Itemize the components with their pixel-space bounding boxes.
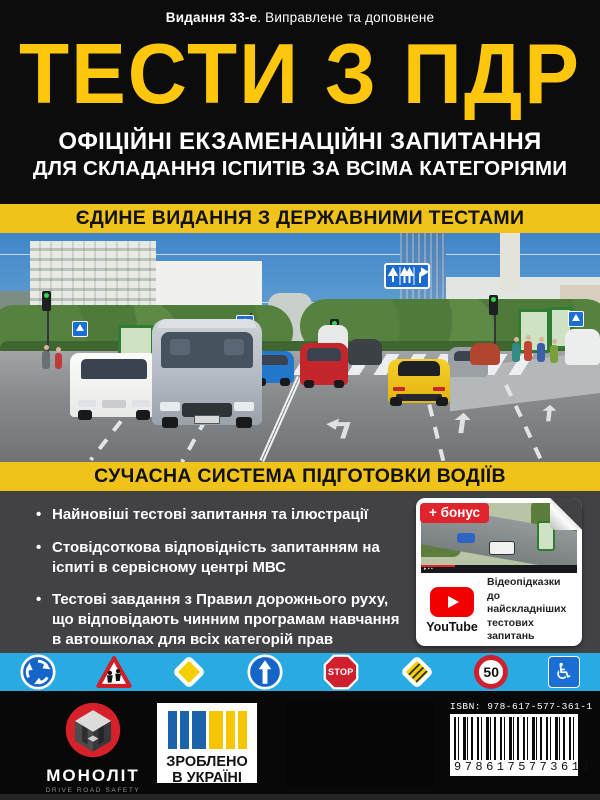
feature-item: • Найновіші тестові запитання та ілюстрації: [36, 505, 408, 525]
made-in-line2: В УКРАЇНІ: [172, 770, 242, 787]
foil-logo-area: [285, 703, 435, 785]
yellow-sports-car: [388, 359, 450, 403]
banner-modern-system: СУЧАСНА СИСТЕМА ПІДГОТОВКИ ВОДІЇВ: [0, 462, 600, 491]
youtube-label: YouTube: [426, 619, 478, 634]
barcode: [450, 714, 594, 776]
white-van-right: [565, 329, 600, 365]
book-title: ТЕСТИ З ПДР: [19, 27, 581, 122]
features-panel: [0, 491, 600, 653]
edition-number: Видання 33-е: [165, 10, 258, 25]
building-thin-tower: [500, 233, 520, 291]
pedestrian: [512, 343, 520, 362]
speed-limit-50-sign-icon: [474, 655, 508, 689]
priority-road-sign-icon: [171, 654, 207, 690]
made-in-ukraine-logo: [157, 703, 257, 787]
youtube-play-icon: [430, 587, 474, 617]
edition-line: [0, 10, 600, 25]
red-car: [300, 343, 348, 385]
white-suv: [70, 353, 158, 417]
pedestrian: [524, 341, 532, 361]
monolit-name: МОНОЛІТ: [46, 766, 140, 785]
video-progress-bar: ▸ ▪ ▪: [421, 565, 577, 573]
straight-arrow-marking: [450, 413, 473, 436]
bonus-caption: Відеопідказки до найскладніших тестових запитань: [487, 575, 567, 643]
billboard: [518, 309, 550, 353]
edition-note: . Виправлене та доповнене: [257, 10, 435, 25]
bonus-badge: + бонус: [420, 503, 489, 523]
pedestrian-crossing-sign-icon: [72, 321, 88, 337]
monolit-cube-icon: [64, 701, 122, 759]
barcode-digits: 9786175773611: [454, 760, 594, 774]
straight-ahead-sign-icon: [247, 654, 283, 690]
speed-limit-label: 50: [483, 664, 499, 680]
stop-sign-label: STOP: [328, 667, 354, 677]
pedestrian-crossing-sign-icon: [568, 311, 584, 327]
subtitle-line-2: ДЛЯ СКЛАДАННЯ ІСПИТІВ ЗА ВСІМА КАТЕГОРІЯМИ: [32, 157, 568, 180]
youtube-row: [423, 575, 575, 643]
subtitle-line-1: ОФІЦІЙНІ ЕКЗАМЕНАЦІЙНІ ЗАПИТАННЯ: [58, 128, 542, 155]
roundabout-sign-icon: [20, 654, 56, 690]
page-curl: [550, 498, 582, 530]
feature-list: [36, 505, 408, 663]
stop-sign-icon: [323, 654, 359, 690]
isbn-label: ISBN: 978-617-577-361-1: [450, 701, 593, 712]
traffic-light-icon: [42, 291, 51, 311]
pedestrian: [55, 353, 62, 369]
feature-item: • Стовідсоткова відповідність запитанням на іспиті в сервісному центрі МВС: [36, 538, 408, 578]
made-in-line1: ЗРОБЛЕНО: [166, 754, 248, 770]
straight-arrow-marking: [539, 405, 559, 424]
end-of-priority-sign-icon: [399, 654, 435, 690]
lane-directions-sign-icon: [384, 263, 430, 289]
orange-car: [470, 343, 500, 365]
page-edge: [0, 794, 600, 800]
monolit-logo: [38, 701, 148, 794]
dark-car: [348, 339, 382, 365]
traffic-signs-band: [0, 653, 600, 691]
accessible-parking-sign-icon: ♿: [548, 656, 580, 688]
thumb-blue-car: [457, 533, 475, 543]
children-crossing-sign-icon: [96, 654, 132, 690]
thumb-police-car: [489, 541, 515, 555]
banner-unique-edition: ЄДИНЕ ВИДАННЯ З ДЕРЖАВНИМИ ТЕСТАМИ: [0, 204, 600, 233]
pedestrian: [537, 343, 545, 362]
pedestrian: [42, 351, 50, 369]
feature-item: • Тестові завдання з Правил дорожнього руху, що відповідають чинним програмам навчання в автошколах для всіх категорій прав: [36, 590, 408, 649]
traffic-light-icon: [489, 295, 498, 315]
silver-van: [152, 319, 262, 425]
youtube-logo: [423, 587, 481, 634]
bonus-card: [416, 498, 582, 646]
isbn-block: [450, 701, 594, 776]
monolit-tagline: DRIVE ROAD SAFETY: [45, 787, 141, 794]
footer: [0, 691, 600, 800]
pedestrian: [550, 345, 558, 363]
flag-bars-icon: [165, 711, 249, 749]
street-scene-photo: [0, 233, 600, 462]
